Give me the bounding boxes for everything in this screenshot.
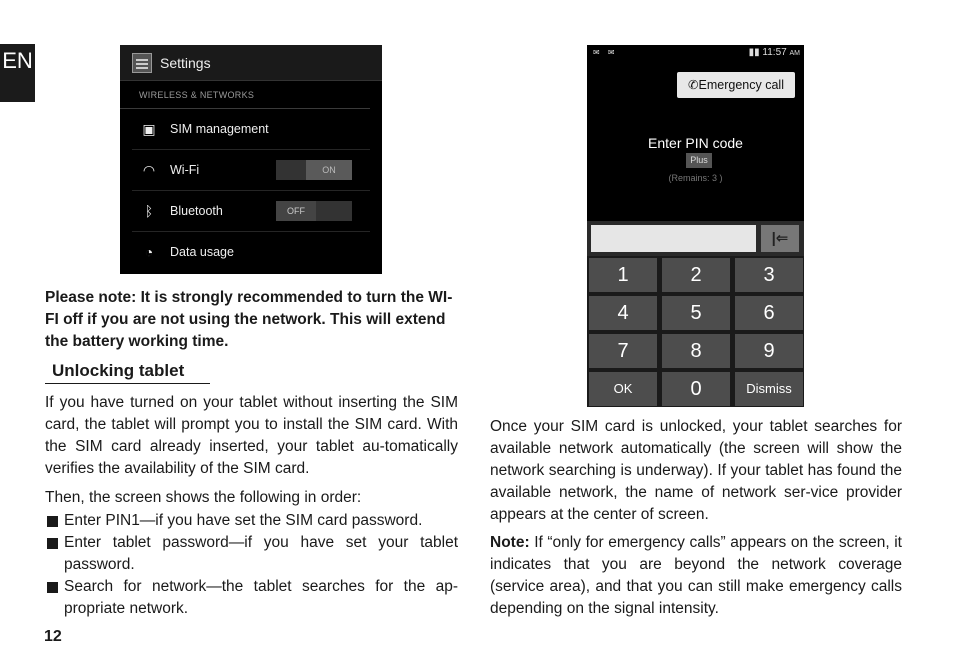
settings-screenshot (120, 45, 382, 274)
bluetooth-icon: ᛒ (144, 203, 154, 219)
paragraph-3: Once your SIM card is unlocked, your tablet searches for available network automatically (the screen will show the network searching is underway). If your tablet has found the available network, the name of network ser-vice provider appears at the center of screen. (490, 418, 902, 523)
keypad (587, 256, 804, 407)
emergency-call-label: Emergency call (698, 78, 784, 92)
sim-management-label: SIM management (170, 122, 269, 136)
list-item-text: Search for network—the tablet searches for the ap-propriate network. (64, 578, 458, 617)
signal-icon: ▮▮ (748, 47, 763, 58)
key-7[interactable]: 7 (589, 334, 657, 368)
dismiss-button[interactable]: Dismiss (735, 372, 803, 406)
data-usage-icon: ◔ (144, 244, 154, 260)
key-9[interactable]: 9 (735, 334, 803, 368)
wifi-item[interactable] (132, 150, 370, 191)
page-number: 12 (44, 628, 62, 645)
status-clock (749, 47, 800, 58)
key-8[interactable]: 8 (662, 334, 730, 368)
bluetooth-label: Bluetooth (170, 204, 223, 218)
emergency-call-button[interactable] (677, 72, 795, 98)
list-item (45, 510, 458, 532)
paragraph-2: Then, the screen shows the following in order: (45, 489, 362, 506)
list-item-text: Enter PIN1—if you have set the SIM card password. (64, 512, 423, 529)
key-6[interactable]: 6 (735, 296, 803, 330)
bluetooth-item[interactable] (132, 191, 370, 232)
wifi-toggle[interactable] (276, 160, 352, 180)
key-3[interactable]: 3 (735, 258, 803, 292)
wifi-label: Wi-Fi (170, 163, 200, 177)
wifi-icon: ◠ (142, 161, 156, 178)
bluetooth-toggle[interactable] (276, 201, 352, 221)
key-0[interactable]: 0 (662, 372, 730, 406)
wifi-toggle-state: ON (306, 160, 352, 180)
key-2[interactable]: 2 (662, 258, 730, 292)
sim-management-item[interactable] (132, 109, 370, 150)
note-label: Note: (490, 534, 530, 551)
bullet-icon (47, 538, 58, 549)
bullet-icon (47, 516, 58, 527)
bullet-icon (47, 582, 58, 593)
ampm-text: AM (789, 50, 800, 57)
paragraph-1: If you have turned on your tablet without inserting the SIM card, the tablet will prompt you to install the SIM card. With the SIM card already inserted, your tablet au-tomatically verifies the availability of the SIM card. (45, 394, 458, 477)
status-bar (587, 45, 804, 62)
key-5[interactable]: 5 (662, 296, 730, 330)
language-tab: EN (0, 44, 35, 102)
paragraph-4 (490, 532, 902, 620)
list-item (45, 532, 458, 576)
key-1[interactable]: 1 (589, 258, 657, 292)
section-heading: Unlocking tablet (45, 361, 210, 384)
pin-screenshot (587, 45, 804, 407)
steps-list (45, 510, 458, 620)
remaining-attempts: (Remains: 3 ) (668, 173, 723, 183)
time-text: 11:57 (762, 47, 787, 58)
bluetooth-toggle-state: OFF (276, 201, 316, 221)
pin-prompt: Enter PIN code (648, 135, 743, 151)
settings-title: Settings (160, 54, 211, 71)
key-4[interactable]: 4 (589, 296, 657, 330)
section-header: WIRELESS & NETWORKS (120, 81, 370, 109)
list-item (45, 576, 458, 620)
notification-icons: ✉ ✉ (593, 48, 618, 57)
settings-icon (132, 53, 152, 73)
backspace-icon[interactable]: |⇐ (761, 225, 799, 252)
phone-icon: ✆ (688, 78, 699, 92)
data-usage-label: Data usage (170, 245, 234, 259)
ok-button[interactable]: OK (589, 372, 657, 406)
list-item-text: Enter tablet password—if you have set your tablet password. (64, 534, 458, 573)
wifi-note: Please note: It is strongly recommended to turn the WI-FI off if you are not using the network. This will extend the battery working time. (45, 289, 453, 350)
data-usage-item[interactable] (132, 232, 370, 272)
sim-icon: ▣ (142, 120, 156, 137)
pin-input[interactable] (591, 225, 756, 252)
carrier-label: Plus (686, 153, 712, 168)
settings-title-bar (120, 45, 382, 81)
pin-entry-row (587, 221, 804, 256)
note-text: If “only for emergency calls” appears on the screen, it indicates that you are beyond the network coverage (service area), and that you can still make emergency calls depending on the signal intensity. (490, 534, 902, 617)
